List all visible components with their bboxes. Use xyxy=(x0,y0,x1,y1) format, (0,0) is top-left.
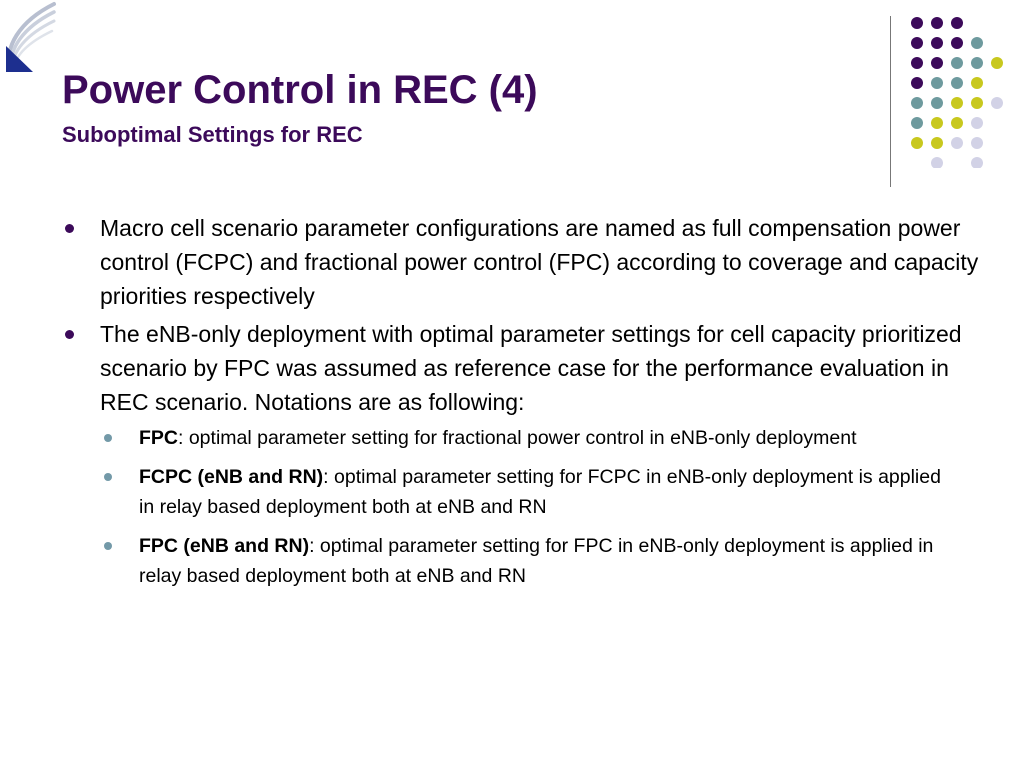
dot xyxy=(971,137,983,149)
dot xyxy=(971,77,983,89)
dot xyxy=(911,117,923,129)
sub-bullet-item xyxy=(62,462,959,522)
slide-body xyxy=(62,211,982,600)
dot xyxy=(931,137,943,149)
dot xyxy=(911,17,923,29)
sub-bullet-marker-icon xyxy=(104,434,112,442)
bullet-marker-icon xyxy=(65,330,74,339)
dot xyxy=(951,97,963,109)
divider-line xyxy=(890,16,891,187)
dot xyxy=(931,17,943,29)
dot-grid-decoration xyxy=(905,13,1005,168)
bullet-item xyxy=(62,317,982,419)
sub-bullet-text: optimal parameter setting for FPC in eNB-only deployment is applied in relay based deployment both at eNB and RN xyxy=(139,535,934,587)
sub-bullet-separator: : xyxy=(309,535,315,557)
sub-bullet-term: FPC xyxy=(139,427,178,449)
sub-bullet-list xyxy=(62,423,982,591)
dot xyxy=(951,17,963,29)
sub-bullet-term: FCPC (eNB and RN) xyxy=(139,466,324,488)
bullet-text: Macro cell scenario parameter configurations are named as full compensation power control (FCPC) and fractional power control (FPC) according to coverage and capacity priorities respectively xyxy=(100,215,979,309)
sub-bullet-separator: : xyxy=(323,466,329,488)
sub-bullet-marker-icon xyxy=(104,473,112,481)
bullet-text: The eNB-only deployment with optimal parameter settings for cell capacity prioritized scenario by FPC was assumed as reference case for the performance evaluation in REC scenario. Notations are as following: xyxy=(100,321,962,415)
dot xyxy=(931,97,943,109)
dot xyxy=(911,97,923,109)
dot xyxy=(951,37,963,49)
dot xyxy=(951,117,963,129)
dot xyxy=(991,97,1003,109)
slide-title: Power Control in REC (4) xyxy=(62,68,538,112)
wave-logo-icon xyxy=(0,0,60,75)
sub-bullet-marker-icon xyxy=(104,542,112,550)
dot xyxy=(991,57,1003,69)
bullet-item xyxy=(62,211,982,313)
bullet-marker-icon xyxy=(65,224,74,233)
dot xyxy=(971,57,983,69)
dot xyxy=(951,137,963,149)
sub-bullet-term: FPC (eNB and RN) xyxy=(139,535,310,557)
dot xyxy=(931,157,943,168)
dot xyxy=(931,117,943,129)
dot xyxy=(971,97,983,109)
dot xyxy=(931,77,943,89)
dot xyxy=(911,37,923,49)
dot xyxy=(931,57,943,69)
dot xyxy=(911,57,923,69)
dot xyxy=(951,57,963,69)
logo xyxy=(0,0,60,75)
dot xyxy=(911,77,923,89)
sub-bullet-item xyxy=(62,531,959,591)
slide-subtitle: Suboptimal Settings for REC xyxy=(62,122,363,147)
dot xyxy=(971,117,983,129)
sub-bullet-text: optimal parameter setting for FCPC in eNB-only deployment is applied in relay based deployment both at eNB and RN xyxy=(139,466,941,518)
dot xyxy=(911,137,923,149)
dot xyxy=(971,37,983,49)
sub-bullet-separator: : xyxy=(178,427,184,449)
sub-bullet-text: optimal parameter setting for fractional power control in eNB-only deployment xyxy=(183,427,857,449)
dot xyxy=(931,37,943,49)
dot xyxy=(951,77,963,89)
dot xyxy=(971,157,983,168)
sub-bullet-item xyxy=(62,423,959,453)
